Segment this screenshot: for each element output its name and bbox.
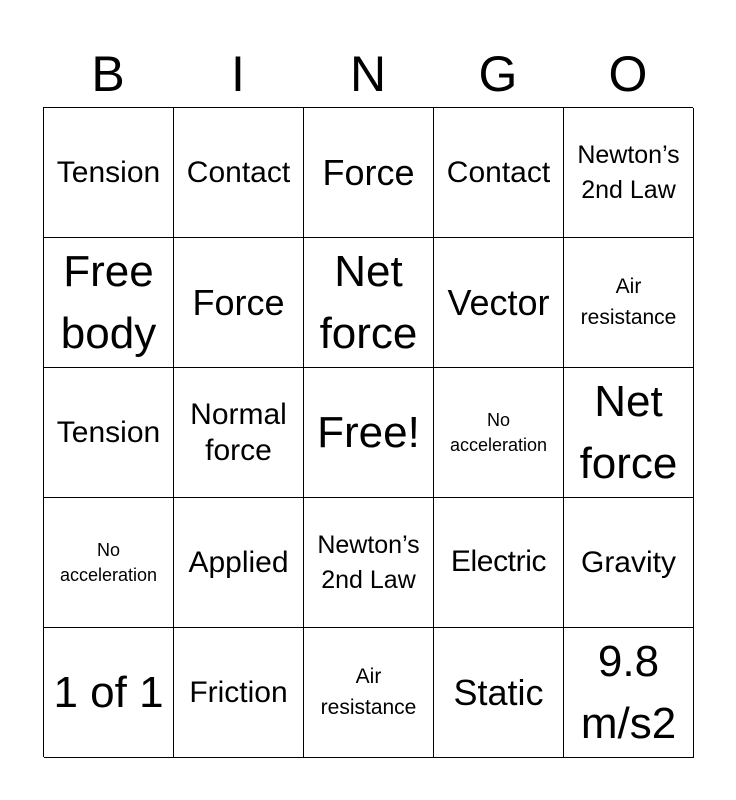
cell-text: Newton’s 2nd Law [317, 530, 420, 594]
bingo-cell [304, 498, 434, 628]
cell-text: Free body [60, 246, 157, 358]
bingo-cell [564, 108, 694, 238]
bingo-cell [304, 108, 434, 238]
cell-text: Air resistance [580, 275, 677, 329]
bingo-cell [44, 368, 174, 498]
bingo-cell [44, 498, 174, 628]
cell-text: Net force [319, 246, 418, 358]
cell-text: Applied [188, 545, 289, 579]
bingo-cell [304, 238, 434, 368]
header-letter-b: B [91, 46, 125, 102]
header-letter-i: I [231, 46, 245, 102]
header-letter-o: O [608, 46, 648, 102]
cell-text: Force [322, 151, 415, 193]
free-space-text: Free! [317, 407, 420, 457]
free-space-cell [304, 368, 434, 498]
cell-text: Tension [56, 155, 161, 189]
header-letter-n: N [349, 46, 387, 102]
bingo-cell [434, 498, 564, 628]
cell-text: Static [453, 671, 544, 713]
cell-text: No acceleration [59, 540, 158, 585]
cell-text: Air resistance [320, 665, 417, 719]
bingo-cell [434, 238, 564, 368]
bingo-cell [564, 238, 694, 368]
cell-text: 9.8 m/s2 [580, 636, 677, 748]
bingo-cell [564, 498, 694, 628]
cell-text: Net force [579, 376, 678, 488]
cell-text: Force [192, 281, 285, 323]
cell-text: Friction [189, 675, 288, 709]
cell-text: Newton’s 2nd Law [577, 140, 680, 204]
bingo-cell [44, 238, 174, 368]
bingo-cell [434, 368, 564, 498]
bingo-cell [174, 368, 304, 498]
bingo-cell [434, 628, 564, 758]
bingo-cell [44, 108, 174, 238]
bingo-cell [564, 628, 694, 758]
header-letter-g: G [478, 46, 518, 102]
bingo-cell [174, 238, 304, 368]
bingo-cell [174, 498, 304, 628]
bingo-cell [44, 628, 174, 758]
cell-text: Electric [450, 545, 547, 579]
cell-text: Tension [56, 415, 161, 449]
bingo-cell [434, 108, 564, 238]
cell-text: Vector [447, 281, 550, 323]
cell-text: No acceleration [449, 410, 548, 455]
cell-text: Gravity [580, 545, 676, 579]
cell-text: Contact [186, 155, 291, 189]
bingo-cell [174, 628, 304, 758]
bingo-board [43, 107, 693, 757]
cell-text: 1 of 1 [53, 667, 164, 717]
bingo-cell [304, 628, 434, 758]
bingo-header [43, 40, 693, 108]
cell-text: Contact [446, 155, 551, 189]
cell-text: Normal force [190, 397, 287, 467]
bingo-cell [564, 368, 694, 498]
bingo-cell [174, 108, 304, 238]
